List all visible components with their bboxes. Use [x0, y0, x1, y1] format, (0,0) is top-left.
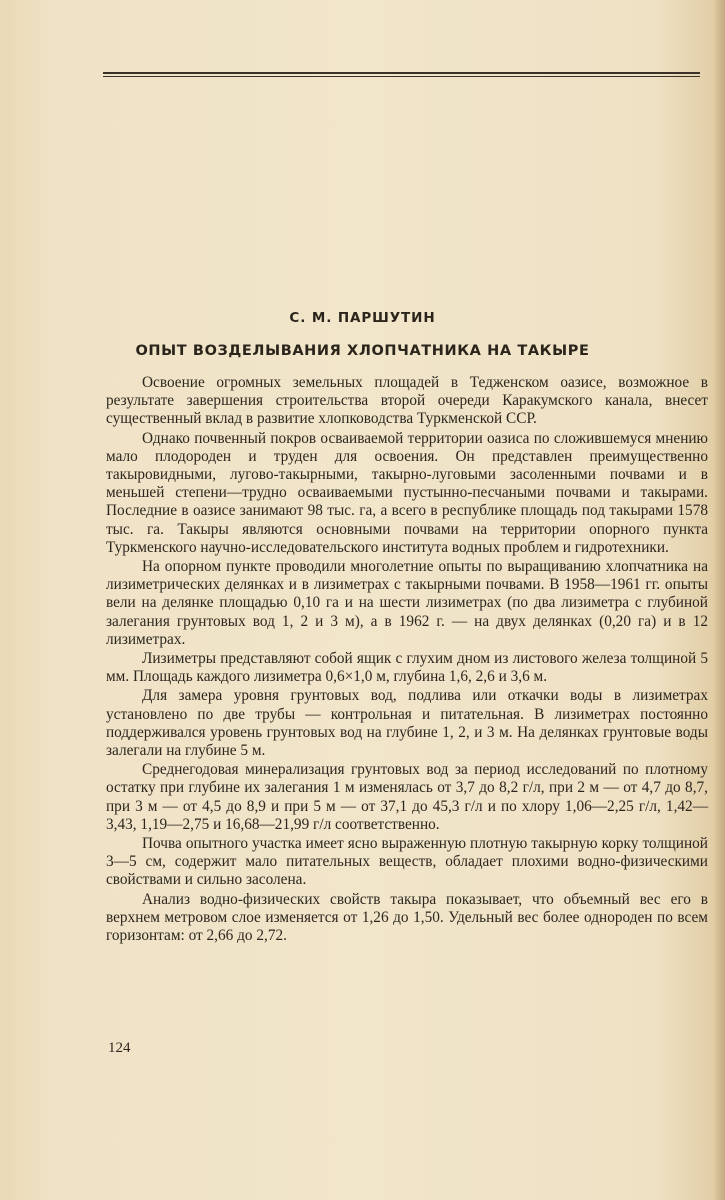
article-title: ОПЫТ ВОЗДЕЛЫВАНИЯ ХЛОПЧАТНИКА НА ТАКЫРЕ: [135, 343, 590, 359]
page-spine-shadow: [713, 0, 725, 1200]
article-body: [106, 374, 708, 945]
top-double-rule: [103, 72, 700, 78]
page-number: 124: [108, 1040, 131, 1056]
paragraph: Для замера уровня грунтовых вод, подлива или откачки воды в лизиметрах установлено по две трубы — контрольная и питательная. В лизиметрах постоянно поддерживался уровень грунтовых вод на глубине 1, 2, и 3 м. На делянках грунтовые воды залегали на глубине 5 м.: [106, 687, 708, 760]
paragraph: Освоение огромных земельных площадей в Тедженском оазисе, возможное в результате завершения строительства второй очереди Каракумского канала, внесет существенный вклад в развитие хлопководства Туркменской ССР.: [106, 374, 708, 428]
paragraph: Почва опытного участка имеет ясно выраженную плотную такырную корку толщиной 3—5 см, содержит мало питательных веществ, обладает плохими водно-физическими свойствами и сильно засолена.: [106, 835, 708, 889]
paragraph: Лизиметры представляют собой ящик с глухим дном из листового железа толщиной 5 мм. Площадь каждого лизиметра 0,6×1,0 м, глубина 1,6, 2,6 и 3,6 м.: [106, 650, 708, 686]
paragraph: Анализ водно-физических свойств такыра показывает, что объемный вес его в верхнем метровом слое изменяется от 1,26 до 1,50. Удельный вес более однороден по всем горизонтам: от 2,66 до 2,72.: [106, 890, 708, 945]
paragraph: Среднегодовая минерализация грунтовых вод за период исследований по плотному остатку при глубине их залегания 1 м изменялась от 3,7 до 8,2 г/л, при 2 м — от 4,7 до 8,7, при 3 м — от 4,5 до 8,9 и при 5 м — от 37,1 до 45,3 г/л и по хлору 1,06—2,25 г/л, 1,42—3,43, 1,19—2,75 и 16,68—21,99 г/л соответственно.: [106, 761, 708, 833]
article-author: С. М. ПАРШУТИН: [289, 310, 436, 326]
paragraph: Однако почвенный покров осваиваемой территории оазиса по сложившемуся мнению мало плодороден и труден для освоения. Он представлен преимущественно такыровидными, лугово-такырными, такырно-луговыми засоленными почвами и в меньшей степени—трудно осваиваемыми пустынно-песчаными почвами и такырами. Последние в оазисе занимают 98 тыс. га, а всего в республике площадь под такырами 1578 тыс. га. Такыры являются основными почвами на территории опорного пункта Туркменского научно-исследовательского института водных проблем и гидротехники.: [106, 429, 708, 556]
paragraph: На опорном пункте проводили многолетние опыты по выращиванию хлопчатника на лизиметрических делянках и в лизиметрах с такырными почвами. В 1958—1961 гг. опыты вели на делянке площадью 0,10 га и на шести лизиметрах (по два лизиметра с глубиной залегания грунтовых вод 1, 2 и 3 м), а в 1962 г. — на двух делянках (0,20 га) и в 12 лизиметрах.: [106, 558, 708, 648]
